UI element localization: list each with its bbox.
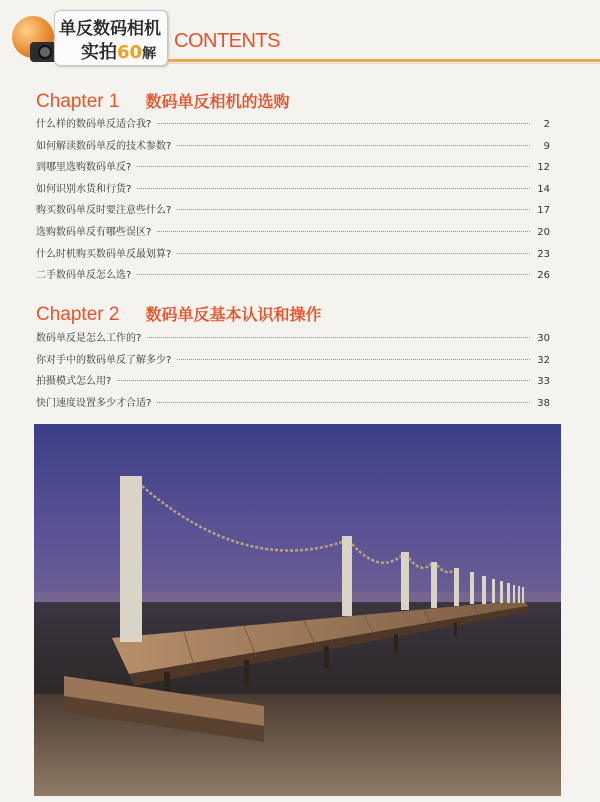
logo-title-line2 bbox=[81, 38, 156, 64]
toc-entry[interactable] bbox=[36, 266, 550, 288]
chapter-title: 数码单反相机的选购 bbox=[145, 92, 290, 111]
toc-page: 2 bbox=[543, 119, 550, 130]
sky bbox=[34, 424, 561, 602]
chapter-number: Chapter 1 bbox=[36, 91, 120, 112]
toc-entry[interactable] bbox=[36, 351, 550, 373]
toc-leader bbox=[177, 253, 530, 254]
toc-entry-text: 数码单反是怎么工作的? bbox=[36, 333, 142, 344]
toc-page: 9 bbox=[543, 140, 550, 152]
logo-line2-prefix: 实拍 bbox=[81, 42, 117, 63]
toc-leader bbox=[137, 188, 530, 189]
toc-entry-text: 二手数码单反怎么选? bbox=[36, 270, 132, 282]
toc-entry-text: 选购数码单反有哪些误区? bbox=[36, 226, 152, 238]
toc-entry[interactable] bbox=[36, 394, 550, 416]
toc-entry-text: 什么时机购买数码单反最划算? bbox=[36, 248, 172, 260]
chapter-1-toc bbox=[36, 115, 550, 288]
toc-entry[interactable] bbox=[36, 329, 550, 351]
toc-page: 26 bbox=[537, 270, 550, 282]
header-rule-thin bbox=[168, 63, 600, 64]
toc-page: 38 bbox=[537, 397, 550, 409]
toc-page: 33 bbox=[537, 376, 550, 388]
toc-entry-text: 如何解读数码单反的技术参数? bbox=[36, 140, 172, 152]
page-header bbox=[0, 0, 600, 80]
logo-title-line1: 单反数码相机 bbox=[59, 19, 161, 39]
toc-entry[interactable] bbox=[36, 201, 550, 223]
chapter-1-heading bbox=[36, 89, 289, 113]
logo-line2-number: 60 bbox=[117, 42, 143, 63]
toc-entry-text: 你对手中的数码单反了解多少? bbox=[36, 354, 172, 366]
chapter-title: 数码单反基本认识和操作 bbox=[145, 305, 322, 324]
toc-entry[interactable] bbox=[36, 137, 550, 159]
toc-entry[interactable] bbox=[36, 115, 550, 137]
toc-page: 14 bbox=[537, 183, 550, 195]
contents-heading: CONTENTS bbox=[174, 30, 280, 52]
toc-entry-text: 购买数码单反时要注意些什么? bbox=[36, 205, 172, 217]
toc-entry[interactable] bbox=[36, 245, 550, 267]
toc-leader bbox=[177, 359, 530, 360]
pier-photo bbox=[34, 424, 561, 796]
toc-entry[interactable] bbox=[36, 158, 550, 180]
toc-leader bbox=[137, 166, 530, 167]
toc-leader bbox=[147, 337, 530, 338]
toc-entry[interactable] bbox=[36, 372, 550, 394]
toc-entry[interactable] bbox=[36, 180, 550, 202]
pier-illustration bbox=[34, 424, 561, 796]
toc-leader bbox=[177, 209, 530, 210]
toc-leader bbox=[177, 145, 530, 146]
toc-page: 32 bbox=[537, 354, 550, 366]
toc-entry-text: 如何识别水货和行货? bbox=[36, 183, 132, 195]
toc-entry-text: 什么样的数码单反适合我? bbox=[36, 119, 152, 130]
toc-leader bbox=[137, 274, 530, 275]
toc-entry[interactable] bbox=[36, 223, 550, 245]
logo-line2-suffix: 解 bbox=[142, 46, 157, 62]
toc-page: 12 bbox=[537, 162, 550, 174]
chapter-2-heading bbox=[36, 302, 321, 326]
toc-leader bbox=[117, 380, 530, 381]
toc-page: 30 bbox=[537, 333, 550, 344]
chapter-2-toc bbox=[36, 329, 550, 415]
toc-leader bbox=[157, 402, 530, 403]
toc-entry-text: 到哪里选购数码单反? bbox=[36, 162, 132, 174]
book-logo bbox=[8, 4, 168, 70]
toc-entry-text: 快门速度设置多少才合适? bbox=[36, 397, 152, 409]
toc-page: 20 bbox=[537, 226, 550, 238]
toc-entry-text: 拍摄模式怎么用? bbox=[36, 376, 112, 388]
toc-page: 23 bbox=[537, 248, 550, 260]
toc-leader bbox=[157, 231, 530, 232]
toc-page: 17 bbox=[537, 205, 550, 217]
logo-tag bbox=[54, 10, 168, 66]
toc-leader bbox=[157, 123, 530, 124]
header-rule bbox=[168, 59, 600, 62]
chapter-number: Chapter 2 bbox=[36, 304, 120, 325]
